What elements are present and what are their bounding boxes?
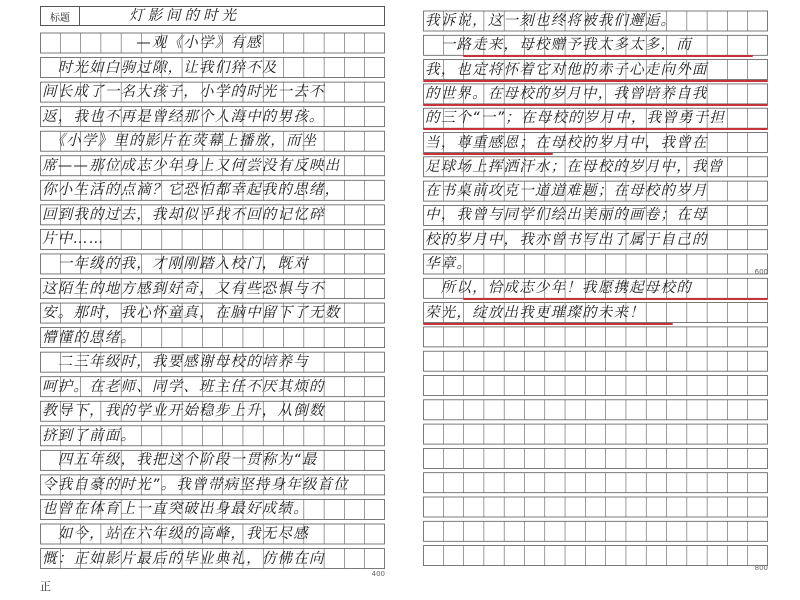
essay-line: 当，尊重感恩；在母校的岁月中，我曾在 — [425, 134, 708, 151]
essay-line: 我诉说，这一刻也终将被我们邂逅。 — [425, 13, 677, 29]
essay-line: 这陌生的地方感到好奇，又有些恐惧与不 — [42, 280, 325, 297]
page-count-label-top: 600 — [754, 268, 768, 276]
footer-mark: 正 — [40, 580, 51, 593]
essay-line: 懵懂的思绪。 — [42, 329, 137, 346]
essay-line: —观《小学》有感 — [42, 35, 262, 51]
essay-line: 时光如白驹过隙，让我们猝不及 — [42, 59, 278, 76]
essay-line: 华章。 — [425, 256, 473, 272]
essay-line: 间长成了一名大孩子，小学的时光一去不 — [42, 84, 325, 101]
essay-line: 席——那位成志少年身上又何尝没有反映出 — [42, 157, 341, 174]
grid-row — [424, 327, 768, 347]
essay-line: 所以，恰成志少年！我愿携起母校的 — [425, 280, 692, 297]
title-header-row — [40, 6, 385, 26]
essay-line: 回到我的过去，我却似乎找不回的记忆碎 — [42, 206, 325, 223]
red-underline-mark — [463, 298, 768, 300]
grid-row — [424, 448, 768, 468]
essay-line: 校的岁月中，我亦曾书写出了属于自己的 — [425, 231, 708, 248]
essay-line: 慨：正如影片最后的毕业典礼，仿佛在向 — [42, 550, 325, 567]
red-underline-mark — [423, 104, 768, 106]
essay-line: 二三年级时，我要感谢母校的培养与 — [42, 354, 309, 371]
red-underline-mark — [423, 128, 768, 130]
right-essay-page — [423, 6, 768, 574]
essay-line: 片中…… — [42, 231, 105, 248]
essay-line: 安。那时，我心怀童真，在脑中留下了无数 — [42, 305, 341, 322]
essay-line: 足球场上挥洒汗水；在母校的岁月中，我曾 — [425, 158, 724, 175]
essay-line: 呵护。在老师、同学、班主任不厌其烦的 — [42, 378, 325, 395]
red-underline-mark — [423, 323, 673, 325]
grid-row — [424, 376, 768, 396]
grid-row — [424, 400, 768, 420]
essay-title: 灯影间的时光 — [129, 8, 240, 24]
essay-line: 我，也定将怀着它对他的赤子心走向外面 — [425, 61, 708, 78]
red-underline-mark — [423, 153, 553, 155]
writing-grid-right — [423, 10, 768, 570]
essay-line: 中，我曾与同学们绘出美丽的画卷；在母 — [425, 207, 708, 224]
writing-grid-left — [40, 32, 385, 574]
grid-row — [424, 521, 768, 541]
grid-row — [424, 546, 768, 566]
red-underline-mark — [463, 55, 753, 57]
essay-line: 荣光，绽放出我更璀璨的未来！ — [425, 304, 645, 321]
essay-line: 《小学》里的影片在荧幕上播放，而坐 — [42, 133, 318, 150]
page-count-label: 400 — [371, 570, 385, 578]
essay-line: 挤到了前面。 — [42, 427, 137, 444]
essay-line: 你小生活的点滴？它恐怕都幸起我的思绪， — [42, 182, 341, 199]
grid-row — [424, 473, 768, 493]
page-count-label-bottom: 800 — [754, 564, 768, 572]
essay-line: 如今，站在六年级的高峰，我无尽感 — [42, 526, 309, 542]
essay-line: 一路走来，母校赠予我太多太多，而 — [425, 37, 692, 54]
essay-line: 四五年级，我把这个阶段一贯称为“最 — [42, 452, 318, 469]
grid-row — [424, 424, 768, 444]
essay-line: 的世界。在母校的岁月中，我曾培养自我 — [425, 85, 708, 102]
essay-line: 在书桌前攻克一道道难题；在母校的岁月 — [425, 183, 708, 200]
grid-row — [424, 497, 768, 517]
essay-line: 也曾在体育上一直突破出身最好成绩。 — [42, 501, 309, 518]
left-essay-page — [40, 6, 385, 578]
essay-line: 教导下，我的学业开始稳步上升，从倒数 — [42, 403, 325, 420]
grid-row — [424, 351, 768, 371]
essay-line: 的三个“一”；在母校的岁月中，我曾勇于担 — [425, 110, 726, 127]
title-label: 标题 — [41, 7, 80, 25]
red-underline-mark — [423, 80, 768, 82]
essay-line: 令我自豪的时光”。我曾带病坚持身年级首位 — [42, 476, 350, 493]
essay-line: 一年级的我，才刚刚踏入校门，既对 — [42, 255, 309, 272]
essay-line: 返，我也不再是曾经那个人海中的男孩。 — [42, 108, 325, 125]
